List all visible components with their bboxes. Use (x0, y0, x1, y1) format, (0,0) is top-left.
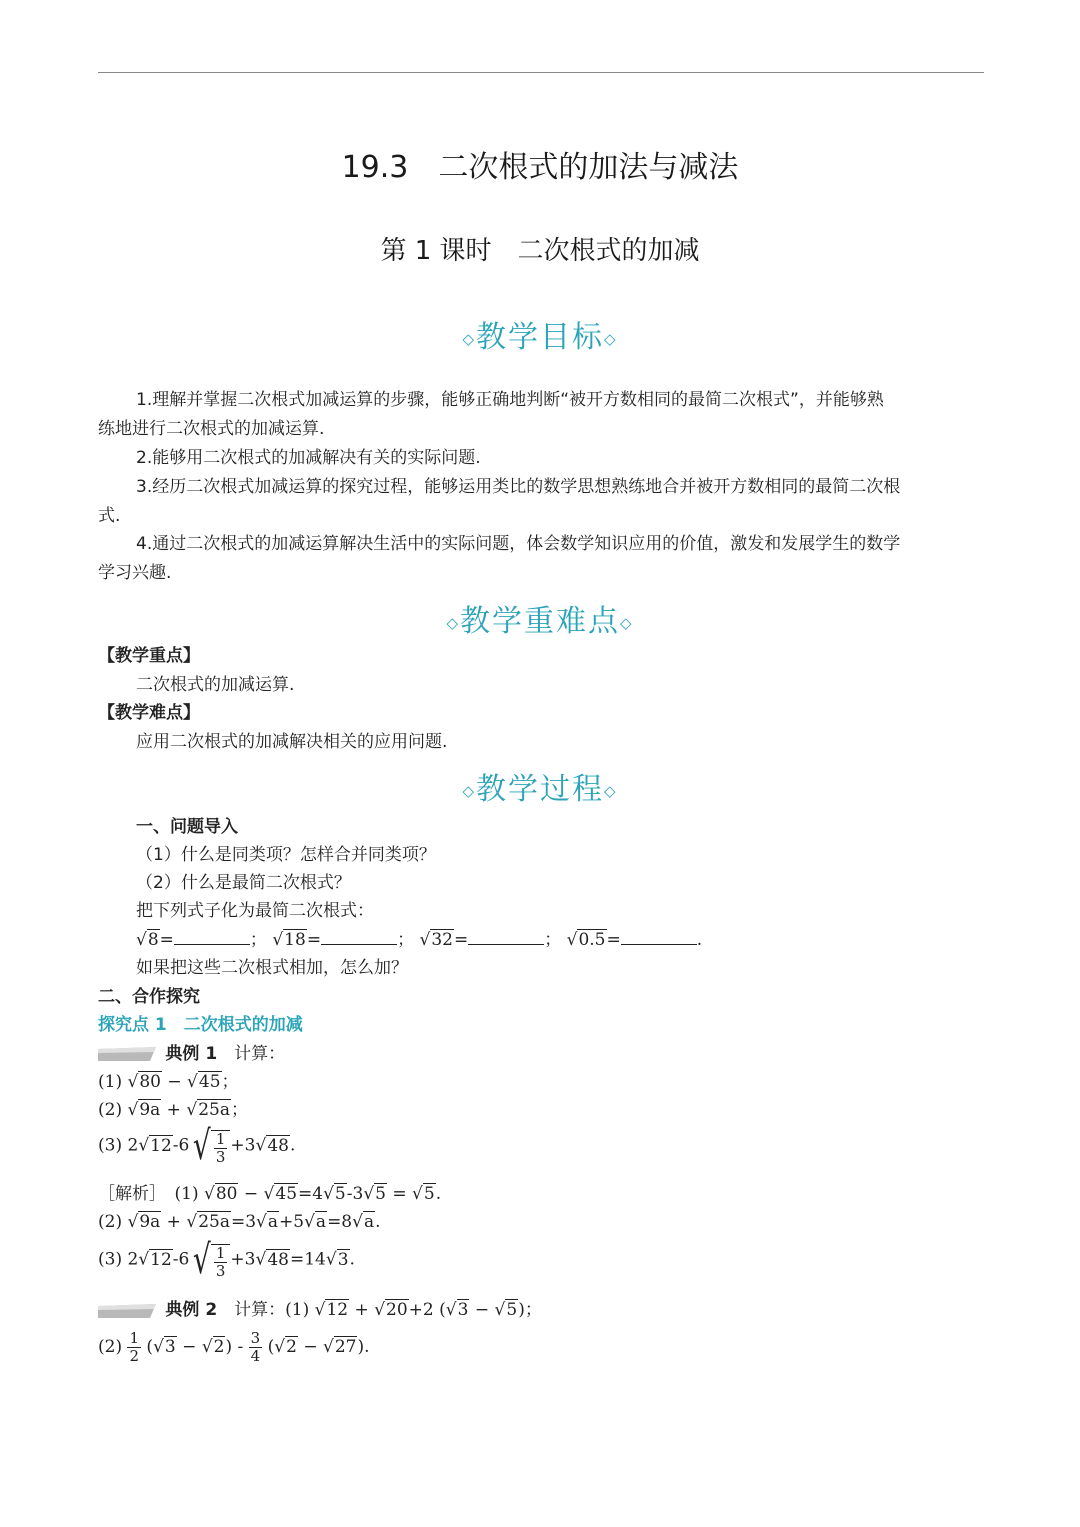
example-2-item-2: (2) $\frac{1}{2}$ (√3 − √2) - $\frac{3}{4}$ (√2 − √27). (98, 1329, 370, 1365)
example-1-item-1: (1) √80 − √45； (98, 1072, 239, 1092)
example-2-header: 典例 2 计算：(1) √12 + √20+2 (√3 − √5)； (98, 1296, 542, 1325)
top-rule (98, 72, 984, 73)
goal-line: 1.理解并掌握二次根式加减运算的步骤，能够正确地判断“被开方数相同的最简二次根式”，并能够熟 (136, 390, 884, 410)
section-process-heading: ◇教学过程◇ (462, 772, 618, 807)
diamond-icon: ◇ (620, 614, 634, 632)
question-1: （1）什么是同类项？怎样合并同类项？ (136, 845, 436, 865)
sqrt-expression: √0.5 (566, 930, 606, 950)
sqrt-expression: √32 (419, 930, 453, 950)
answer-blank[interactable] (321, 928, 397, 945)
question-4: 如果把这些二次根式相加，怎么加？ (136, 958, 408, 978)
explore-point-1: 探究点 1 二次根式的加减 (98, 1015, 303, 1035)
sqrt-expression: √8 (136, 930, 159, 950)
analysis-label: ［解析］ (98, 1184, 158, 1204)
analysis-line-2: (2) √9a + √25a=3√a+5√a=8√a. (98, 1212, 381, 1232)
goal-line: 4.通过二次根式的加减运算解决生活中的实际问题，体会数学知识应用的价值，激发和发展学生的数学 (136, 534, 901, 554)
goal-line: 3.经历二次根式加减运算的探究过程，能够运用类比的数学思想熟练地合并被开方数相同的最简二次根 (136, 477, 901, 497)
example-badge-icon (98, 1304, 156, 1318)
simplify-exercise-line: √8= ； √18= ； √32= ； √0.5= . (136, 930, 703, 950)
example-1-item-2: (2) √9a + √25a； (98, 1100, 248, 1120)
lesson-subtitle: 第 1 课时 二次根式的加减 (380, 236, 700, 266)
example-badge-icon (98, 1047, 156, 1061)
question-3: 把下列式子化为最简二次根式： (136, 901, 374, 921)
diamond-icon: ◇ (446, 614, 460, 632)
difficulty-text: 应用二次根式的加减解决相关的应用问题. (136, 732, 448, 752)
diamond-icon: ◇ (604, 782, 618, 800)
analysis-line-3: (3) 2√12-6√ $\frac{1}{3}$ +3√48=14√3. (98, 1237, 355, 1283)
answer-blank[interactable] (621, 928, 697, 945)
answer-blank[interactable] (468, 928, 544, 945)
answer-blank[interactable] (174, 928, 250, 945)
diamond-icon: ◇ (462, 330, 476, 348)
section-keypoints-heading: ◇教学重难点◇ (446, 604, 634, 639)
analysis-line-1: ［解析］ (1) √80 − √45=4√5-3√5 = √5. (98, 1184, 442, 1204)
goal-line: 2.能够用二次根式的加减解决有关的实际问题. (136, 448, 481, 468)
fraction: $\frac{1}{3}$ (215, 1130, 226, 1166)
goal-line: 式. (98, 506, 121, 526)
example-1-header: 典例 1 计算： (98, 1040, 285, 1069)
goal-line: 练地进行二次根式的加减运算. (98, 419, 325, 439)
fraction: $\frac{3}{4}$ (250, 1329, 261, 1365)
difficulty-label: 【教学难点】 (98, 703, 200, 723)
question-2: （2）什么是最简二次根式？ (136, 873, 351, 893)
fraction: $\frac{1}{2}$ (129, 1329, 140, 1365)
sqrt-expression: √18 (272, 930, 306, 950)
example-1-item-3: (3) 2√12-6√ $\frac{1}{3}$ +3√48. (98, 1123, 296, 1169)
part1-heading: 一、问题导入 (136, 817, 238, 837)
diamond-icon: ◇ (604, 330, 618, 348)
diamond-icon: ◇ (462, 782, 476, 800)
focus-label: 【教学重点】 (98, 646, 200, 666)
fraction: $\frac{1}{3}$ (215, 1244, 226, 1280)
focus-text: 二次根式的加减运算. (136, 675, 295, 695)
part2-heading: 二、合作探究 (98, 987, 200, 1007)
page-title: 19.3 二次根式的加法与减法 (341, 150, 739, 185)
goal-line: 学习兴趣. (98, 563, 172, 583)
section-goals-heading: ◇教学目标◇ (462, 320, 618, 355)
